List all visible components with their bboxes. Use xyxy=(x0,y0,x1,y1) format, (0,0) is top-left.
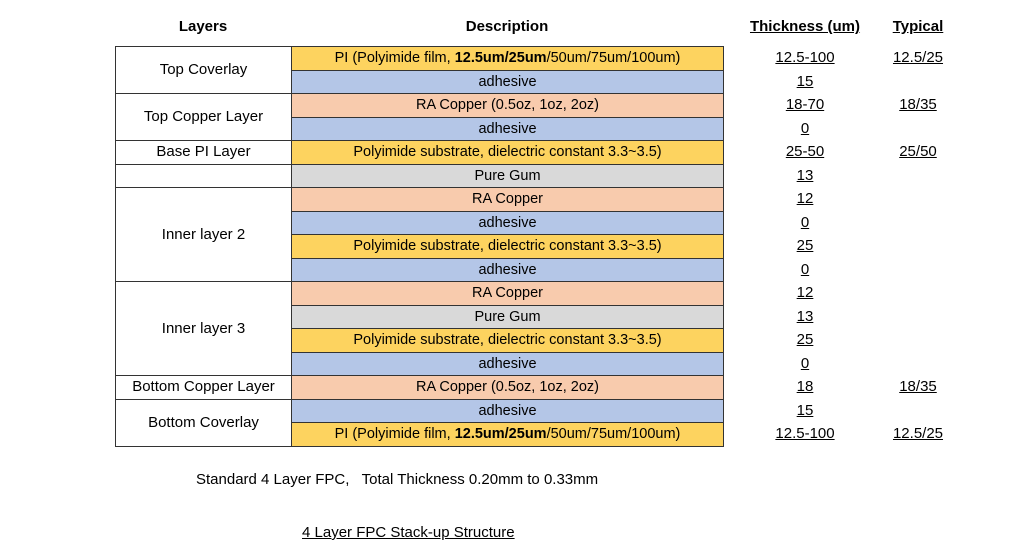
table-row xyxy=(116,141,724,165)
typical-value xyxy=(878,70,958,94)
typical-value: 18/35 xyxy=(899,96,937,113)
description-cell: Pure Gum xyxy=(292,164,724,188)
thickness-value: 12 xyxy=(796,284,814,301)
description-text: /50um/75um/100um) xyxy=(546,50,681,67)
typical-value xyxy=(878,164,958,188)
thickness-value: 18 xyxy=(796,378,814,395)
typical-value xyxy=(878,187,958,211)
thickness-value: 12.5-100 xyxy=(775,425,835,442)
typical-value: 12.5/25 xyxy=(892,49,944,66)
layer-name-cell: Inner layer 3 xyxy=(116,282,292,376)
table-row xyxy=(116,47,724,71)
layer-name-cell: Inner layer 2 xyxy=(116,188,292,282)
table-row xyxy=(116,164,724,188)
thickness-value: 13 xyxy=(796,166,814,184)
stackup-table xyxy=(115,46,724,447)
thickness-value: 25-50 xyxy=(785,143,825,160)
header-layers: Layers xyxy=(178,18,228,35)
table-row xyxy=(116,376,724,400)
typical-value xyxy=(878,117,958,141)
table-row xyxy=(116,282,724,306)
layer-name-cell: Top Copper Layer xyxy=(116,94,292,141)
table-row xyxy=(116,188,724,212)
description-cell: adhesive xyxy=(292,117,724,141)
description-cell: Polyimide substrate, dielectric constant 3.3~3.5) xyxy=(292,329,724,353)
layer-name-cell xyxy=(116,164,292,188)
total-thickness-note: Standard 4 Layer FPC, Total Thickness 0.20mm to 0.33mm xyxy=(196,471,599,488)
layer-name-cell: Top Coverlay xyxy=(116,47,292,94)
description-cell xyxy=(292,423,724,447)
thickness-value: 15 xyxy=(796,72,814,90)
typical-value xyxy=(878,399,958,423)
typical-value xyxy=(878,281,958,305)
description-bold-text: 12.5um/25um xyxy=(454,426,547,443)
thickness-value: 25 xyxy=(796,331,814,348)
thickness-value: 18-70 xyxy=(785,96,825,113)
thickness-value: 0 xyxy=(800,213,810,231)
description-cell: Polyimide substrate, dielectric constant 3.3~3.5) xyxy=(292,141,724,165)
table-row xyxy=(116,94,724,118)
thickness-value: 0 xyxy=(800,119,810,137)
typical-value: 18/35 xyxy=(899,378,937,395)
thickness-value: 25 xyxy=(796,237,814,254)
typical-value xyxy=(878,234,958,258)
description-cell: Pure Gum xyxy=(292,305,724,329)
description-cell: adhesive xyxy=(292,399,724,423)
layer-name-cell: Bottom Copper Layer xyxy=(116,376,292,400)
description-cell: RA Copper xyxy=(292,188,724,212)
description-cell: RA Copper xyxy=(292,282,724,306)
layer-name-cell: Bottom Coverlay xyxy=(116,399,292,446)
description-cell: Polyimide substrate, dielectric constant 3.3~3.5) xyxy=(292,235,724,259)
typical-value xyxy=(878,328,958,352)
description-cell: adhesive xyxy=(292,211,724,235)
typical-value xyxy=(878,352,958,376)
description-cell: RA Copper (0.5oz, 1oz, 2oz) xyxy=(292,376,724,400)
table-row xyxy=(116,399,724,423)
header-thickness: Thickness (um) xyxy=(749,18,861,35)
thickness-value: 12.5-100 xyxy=(775,49,835,66)
typical-value xyxy=(878,305,958,329)
typical-value: 12.5/25 xyxy=(892,425,944,442)
description-cell: RA Copper (0.5oz, 1oz, 2oz) xyxy=(292,94,724,118)
stackup-caption: 4 Layer FPC Stack-up Structure xyxy=(302,524,515,541)
header-typical: Typical xyxy=(892,18,944,35)
description-cell xyxy=(292,47,724,71)
thickness-value: 15 xyxy=(796,401,814,419)
header-description: Description xyxy=(465,18,549,35)
typical-value: 25/50 xyxy=(899,143,937,160)
thickness-value: 0 xyxy=(800,260,810,278)
description-bold-text: 12.5um/25um xyxy=(454,50,547,67)
typical-value xyxy=(878,211,958,235)
typical-value xyxy=(878,258,958,282)
description-cell: adhesive xyxy=(292,70,724,94)
description-text: /50um/75um/100um) xyxy=(546,426,681,443)
description-text: PI (Polyimide film, xyxy=(334,50,455,67)
description-cell: adhesive xyxy=(292,352,724,376)
description-cell: adhesive xyxy=(292,258,724,282)
typical-column xyxy=(878,46,958,446)
layer-name-cell: Base PI Layer xyxy=(116,141,292,165)
description-text: PI (Polyimide film, xyxy=(334,426,455,443)
thickness-value: 0 xyxy=(800,354,810,372)
thickness-value: 12 xyxy=(796,190,814,207)
thickness-column xyxy=(755,46,855,446)
thickness-value: 13 xyxy=(796,307,814,325)
